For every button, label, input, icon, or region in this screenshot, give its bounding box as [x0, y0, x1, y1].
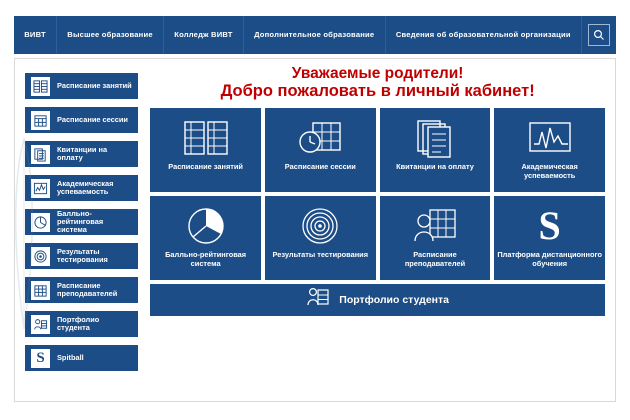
- tile-label: Результаты тестирования: [272, 249, 369, 259]
- target-icon: [297, 203, 343, 249]
- documents-icon: [412, 115, 458, 161]
- clock-calendar-icon: [297, 115, 343, 161]
- tile-student-portfolio[interactable]: [150, 284, 605, 316]
- nav-item-vivt[interactable]: [14, 16, 57, 54]
- tile-session-schedule[interactable]: [265, 108, 376, 192]
- sidebar-item-test-results[interactable]: [25, 243, 138, 269]
- sidebar-item-label: Портфолио студента: [57, 314, 100, 332]
- sidebar-item-label: Квитанции на оплату: [57, 144, 108, 162]
- tile-label: Расписание сессии: [284, 161, 356, 171]
- nav-label: Сведения об образовательной организации: [395, 30, 571, 40]
- pie-chart-icon: [183, 203, 229, 249]
- tile-teacher-schedule[interactable]: [380, 196, 491, 280]
- tile-payment-receipts[interactable]: [380, 108, 491, 192]
- tile-grid: [150, 108, 605, 280]
- nav-label: Высшее образование: [67, 30, 153, 40]
- nav-item-additional-education[interactable]: [244, 16, 386, 54]
- search-icon: [593, 29, 605, 41]
- tile-distance-learning-platform[interactable]: [494, 196, 605, 280]
- tile-label: Портфолио студента: [339, 293, 449, 306]
- spitball-logo-icon: S: [31, 349, 50, 368]
- nav-search-area: [582, 16, 616, 54]
- tile-academic-performance[interactable]: [494, 108, 605, 192]
- sidebar-item-label: Расписание занятий: [57, 80, 132, 90]
- tile-label: Квитанции на оплату: [396, 161, 474, 171]
- headline-line-1: Уважаемые родители!: [291, 65, 464, 82]
- tile-label: Расписание преподавателей: [404, 249, 466, 268]
- search-button[interactable]: [588, 24, 610, 46]
- nav-item-higher-education[interactable]: [57, 16, 164, 54]
- nav-item-org-info[interactable]: [386, 16, 582, 54]
- tile-schedule[interactable]: [150, 108, 261, 192]
- sidebar-item-payment-receipts[interactable]: [25, 141, 138, 167]
- schedule-icon: [183, 115, 229, 161]
- tile-label: Платформа дистанционного обучения: [497, 249, 602, 268]
- sidebar-item-label: Результаты тестирования: [57, 246, 108, 264]
- tile-rating-system[interactable]: [150, 196, 261, 280]
- page-title: [150, 65, 605, 101]
- nav-label: Дополнительное образование: [254, 30, 375, 40]
- sidebar-item-session-schedule[interactable]: [25, 107, 138, 133]
- tile-test-results[interactable]: [265, 196, 376, 280]
- nav-item-college[interactable]: [164, 16, 244, 54]
- tile-label: Академическая успеваемость: [521, 161, 578, 180]
- sidebar-item-student-portfolio[interactable]: [25, 311, 138, 337]
- decorative-leaf-icon: [11, 129, 37, 349]
- main-content: [146, 59, 615, 401]
- sidebar-item-label: Расписание преподавателей: [57, 280, 118, 298]
- teacher-schedule-icon: [412, 203, 458, 249]
- top-navigation: [14, 16, 616, 54]
- sidebar: [15, 59, 146, 401]
- nav-label: ВИВТ: [24, 30, 46, 40]
- portfolio-icon: [306, 286, 330, 313]
- page-body: [14, 58, 616, 402]
- spitball-logo-icon: S: [538, 202, 561, 248]
- sidebar-item-academic-performance[interactable]: [25, 175, 138, 201]
- sidebar-item-teacher-schedule[interactable]: [25, 277, 138, 303]
- sidebar-item-spitball[interactable]: [25, 345, 138, 371]
- nav-label: Колледж ВИВТ: [174, 30, 233, 40]
- sidebar-item-rating-system[interactable]: [25, 209, 138, 235]
- sidebar-item-label: Spitball: [57, 352, 84, 362]
- calendar-icon: [31, 111, 50, 130]
- tile-label: Балльно-рейтинговая система: [165, 249, 247, 268]
- headline-line-2: Добро пожаловать в личный кабинет!: [220, 82, 535, 101]
- sidebar-item-label: Расписание сессии: [57, 114, 128, 124]
- sidebar-item-label: Академическая успеваемость: [57, 178, 114, 196]
- schedule-icon: [31, 77, 50, 96]
- sidebar-item-label: Балльно-рейтинговая система: [57, 208, 104, 235]
- sidebar-item-schedule[interactable]: [25, 73, 138, 99]
- pulse-chart-icon: [527, 115, 573, 161]
- tile-label: Расписание занятий: [168, 161, 243, 171]
